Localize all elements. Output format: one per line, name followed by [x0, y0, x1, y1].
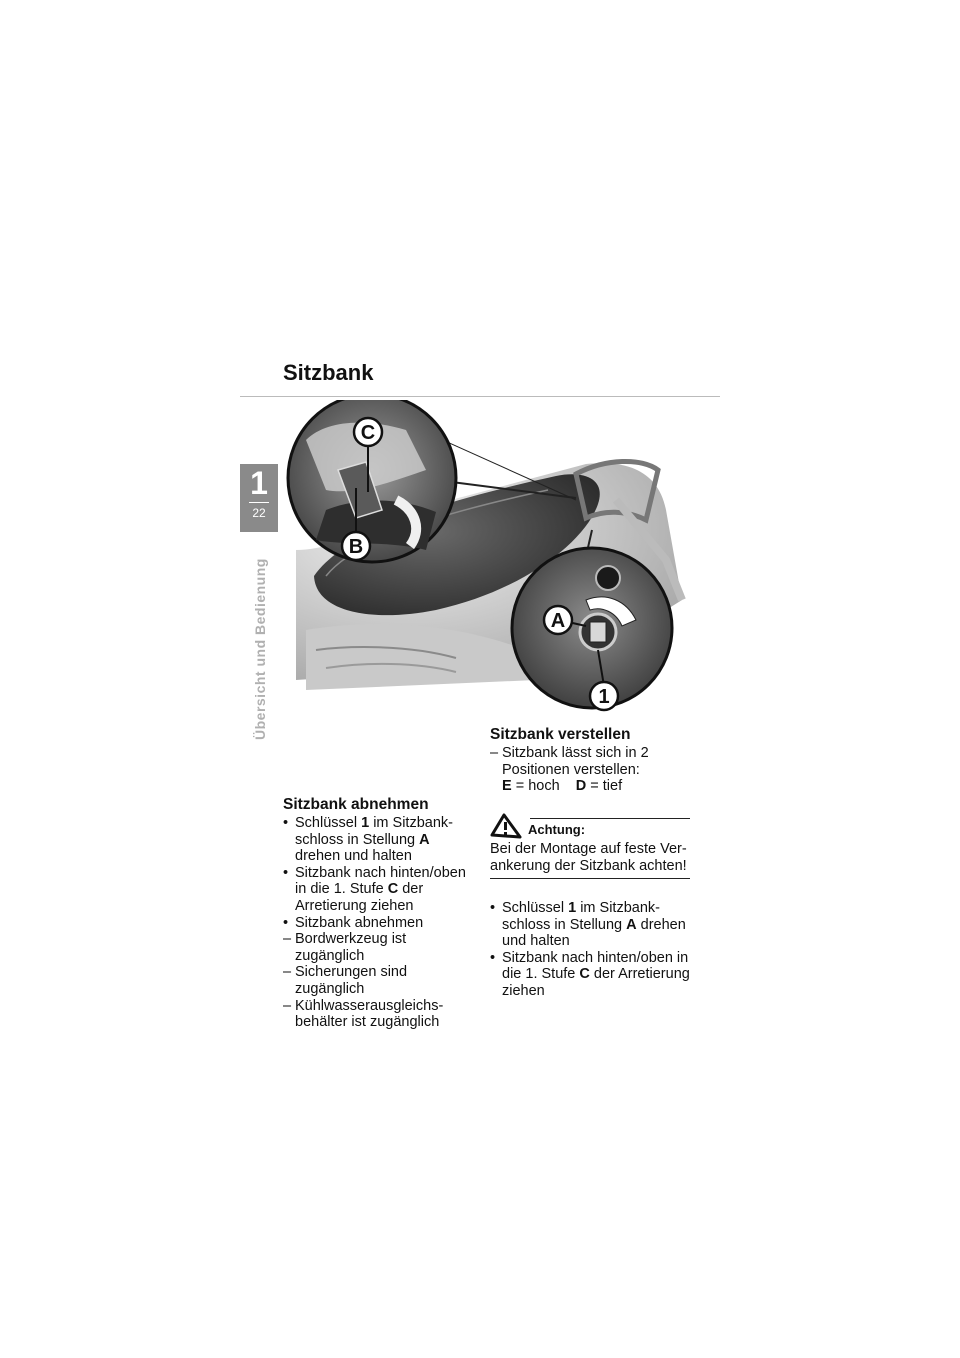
figure-label-1: 1	[598, 686, 610, 708]
list-item: – Bordwerkzeug ist zugänglich	[283, 931, 407, 964]
list-item: – Sitzbank lässt sich in 2 Positionen verstellen: E = hoch D = tief	[490, 745, 649, 795]
adjust-steps	[490, 900, 690, 1000]
page-number: 22	[252, 506, 266, 520]
list-item: – Kühlwasserausgleichs-behälter ist zugänglich	[283, 997, 444, 1031]
warning-bottom-rule	[490, 878, 690, 879]
chapter-divider	[249, 502, 269, 503]
chapter-tab	[240, 464, 278, 532]
list-item: • Schlüssel 1 im Sitzbank-schloss in Stellung A drehen und halten	[283, 815, 453, 865]
remove-heading: Sitzbank abnehmen	[283, 796, 429, 813]
list-item: • Sitzbank nach hinten/oben in die 1. Stufe C der Arretierung ziehen	[490, 949, 690, 999]
warning-box	[490, 818, 690, 879]
remove-steps	[283, 815, 478, 1031]
title-divider	[240, 396, 720, 397]
warning-title: Achtung:	[528, 822, 586, 837]
figure-label-a: A	[550, 610, 566, 632]
figure-label-c: C	[360, 422, 376, 444]
chapter-number: 1	[250, 465, 268, 501]
warning-icon	[490, 813, 522, 839]
seat-illustration	[286, 400, 690, 712]
figure-label-b: B	[348, 536, 364, 558]
remove-section	[283, 796, 478, 1031]
warning-text: Bei der Montage auf feste Ver-ankerung der Sitzbank achten!	[490, 841, 687, 874]
adjust-heading: Sitzbank verstellen	[490, 726, 631, 743]
list-item: • Sitzbank abnehmen	[283, 914, 424, 931]
list-item: – Sicherungen sind zugänglich	[283, 964, 408, 997]
list-item: • Schlüssel 1 im Sitzbank-schloss in Stellung A drehen und halten	[490, 900, 686, 950]
adjust-section	[490, 726, 690, 795]
list-item: • Sitzbank nach hinten/oben in die 1. Stufe C der Arretierung ziehen	[283, 864, 466, 914]
page-title: Sitzbank	[283, 360, 374, 385]
chapter-side-label: Übersicht und Bedienung	[252, 558, 268, 740]
